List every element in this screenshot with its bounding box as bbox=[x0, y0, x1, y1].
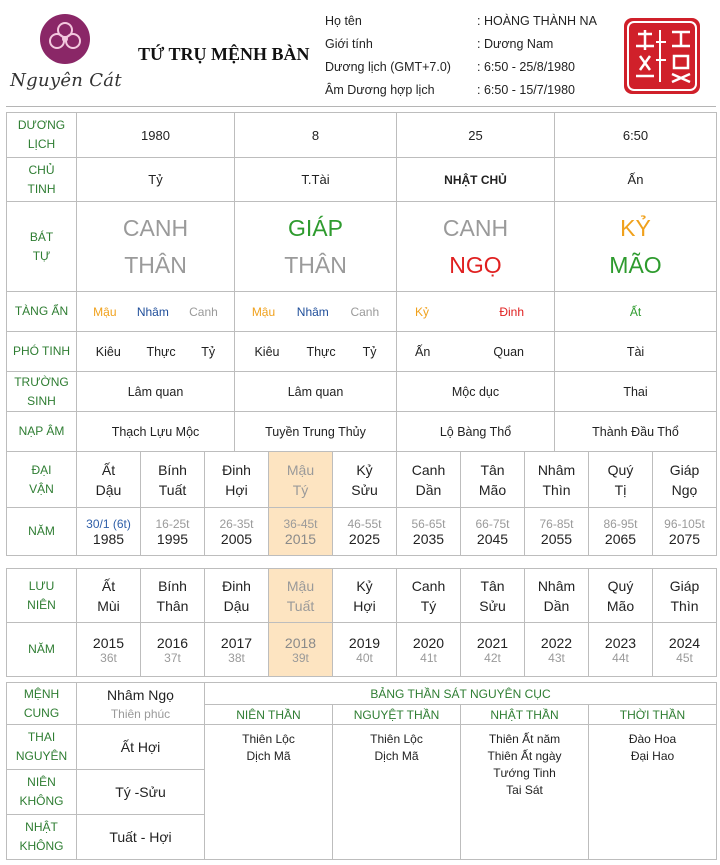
chi: Tuất bbox=[158, 481, 187, 498]
label-line: NIÊN bbox=[27, 775, 56, 789]
truong-sinh-year: Lâm quan bbox=[77, 372, 235, 412]
dai-van-cell bbox=[141, 452, 205, 508]
label-line: NHẬT bbox=[25, 820, 58, 834]
luu-nien-year-row bbox=[7, 623, 717, 677]
can-hour: KỶ bbox=[620, 214, 651, 241]
dai-van-cell bbox=[333, 452, 397, 508]
luu-nien-year bbox=[461, 623, 525, 677]
dai-van-cell bbox=[653, 452, 717, 508]
chi: Tý bbox=[420, 597, 437, 614]
than-sat-title: BẢNG THẦN SÁT NGUYÊN CỤC bbox=[205, 683, 717, 705]
luu-nien-cell bbox=[77, 569, 141, 623]
chi: Thìn bbox=[542, 481, 571, 498]
hidden-stem: Đinh bbox=[499, 304, 524, 319]
dai-van-year bbox=[141, 508, 205, 556]
chi-year: THÂN bbox=[124, 251, 187, 278]
than-sat-item: Đại Hao bbox=[630, 749, 675, 763]
year: 2024 bbox=[668, 634, 701, 651]
chi: Dần bbox=[415, 481, 442, 498]
can: Tân bbox=[480, 577, 505, 594]
can: Ất bbox=[101, 461, 116, 478]
than-sat-list bbox=[333, 725, 461, 860]
can: Đinh bbox=[222, 577, 251, 594]
menh-cung-sub: Thiên phúc bbox=[110, 706, 171, 721]
sub-star: Kiêu bbox=[254, 344, 280, 359]
age-range: 76-85t bbox=[539, 516, 574, 531]
can: Canh bbox=[411, 577, 446, 594]
label-dai-van bbox=[7, 452, 77, 508]
tang-an-year bbox=[77, 292, 235, 332]
info-value: : Dương Nam bbox=[477, 37, 554, 51]
label-nam: NĂM bbox=[7, 623, 77, 677]
age: 43t bbox=[548, 650, 565, 665]
can-day: CANH bbox=[442, 214, 509, 241]
chu-tinh-day: NHẬT CHỦ bbox=[397, 158, 555, 202]
chi: Mão bbox=[478, 481, 507, 498]
sub-star: Tài bbox=[555, 332, 717, 372]
luu-nien-cell bbox=[461, 569, 525, 623]
chu-tinh-hour: Ấn bbox=[555, 158, 717, 202]
than-sat-list bbox=[589, 725, 717, 860]
luu-nien-cell bbox=[333, 569, 397, 623]
dai-van-row bbox=[7, 452, 717, 508]
than-sat-header: NHẬT THẦN bbox=[461, 705, 589, 725]
luu-nien-year bbox=[397, 623, 461, 677]
start-year: 1985 bbox=[92, 530, 125, 547]
can: Bính bbox=[158, 577, 187, 594]
luu-nien-cell bbox=[653, 569, 717, 623]
can: Giáp bbox=[669, 577, 700, 594]
luu-nien-year bbox=[141, 623, 205, 677]
hidden-stem: Mậu bbox=[93, 304, 117, 319]
nap-am-month: Tuyền Trung Thủy bbox=[235, 412, 397, 452]
than-sat-list bbox=[461, 725, 589, 860]
info-value: : 6:50 - 25/8/1980 bbox=[477, 60, 575, 74]
age-range: 66-75t bbox=[475, 516, 510, 531]
hidden-stem: Kỷ bbox=[415, 304, 430, 319]
than-sat-header: NGUYỆT THẦN bbox=[333, 705, 461, 725]
dai-van-year bbox=[589, 508, 653, 556]
label-luu-nien bbox=[7, 569, 77, 623]
luu-nien-cell bbox=[205, 569, 269, 623]
start-year: 2065 bbox=[604, 530, 637, 547]
truong-sinh-hour: Thai bbox=[555, 372, 717, 412]
chi: Thân bbox=[156, 597, 189, 614]
label-line: KHÔNG bbox=[19, 839, 64, 853]
label-duong-lich bbox=[7, 113, 77, 158]
bat-tu-year bbox=[77, 202, 235, 292]
age-range: 26-35t bbox=[219, 516, 254, 531]
start-year: 2035 bbox=[412, 530, 445, 547]
start-year: 2015 bbox=[284, 530, 317, 547]
than-sat-item: Thiên Ất năm bbox=[488, 732, 561, 746]
year: 2023 bbox=[604, 634, 637, 651]
chi-day: NGỌ bbox=[449, 251, 502, 278]
can: Đinh bbox=[222, 461, 251, 478]
can: Ất bbox=[101, 577, 116, 594]
chi: Mùi bbox=[97, 597, 120, 614]
than-sat-list bbox=[205, 725, 333, 860]
chi: Sửu bbox=[479, 597, 506, 614]
luu-nien-year bbox=[525, 623, 589, 677]
can: Nhâm bbox=[537, 577, 576, 594]
hidden-stem: Canh bbox=[189, 304, 218, 319]
label-line: VẬN bbox=[29, 481, 54, 496]
row-duong-lich bbox=[7, 113, 717, 158]
than-sat-item: Thiên Lộc bbox=[370, 732, 423, 746]
dai-van-year bbox=[525, 508, 589, 556]
chi: Dậu bbox=[223, 597, 250, 614]
chi: Tuất bbox=[286, 597, 315, 614]
bat-tu-month bbox=[235, 202, 397, 292]
dai-van-cell bbox=[525, 452, 589, 508]
luu-nien-cell bbox=[589, 569, 653, 623]
logo-text: Nguyên Cát bbox=[10, 70, 122, 91]
hidden-stem: Mậu bbox=[251, 304, 276, 319]
dai-van-table bbox=[6, 451, 717, 556]
label-line: CUNG bbox=[23, 705, 60, 720]
label-line: THAI bbox=[27, 730, 56, 744]
nien-khong-value: Tý -Sửu bbox=[77, 770, 205, 815]
label-pho-tinh: PHÓ TINH bbox=[7, 332, 77, 372]
can: Giáp bbox=[669, 461, 700, 478]
info-label: Dương lịch (GMT+7.0) bbox=[325, 60, 451, 74]
label-nam: NĂM bbox=[7, 508, 77, 556]
dai-van-year bbox=[77, 508, 141, 556]
personal-info bbox=[325, 14, 597, 106]
dai-van-cell-current bbox=[269, 452, 333, 508]
luu-nien-cell bbox=[141, 569, 205, 623]
age: 39t bbox=[292, 650, 309, 665]
luu-nien-year bbox=[77, 623, 141, 677]
than-sat-item: Dịch Mã bbox=[246, 749, 291, 763]
sub-star: Tỷ bbox=[362, 344, 377, 359]
age: 42t bbox=[484, 650, 501, 665]
hidden-stem: Ất bbox=[555, 292, 717, 332]
label-line: MỆNH bbox=[23, 686, 60, 701]
chi: Mão bbox=[606, 597, 635, 614]
nap-am-year: Thạch Lựu Mộc bbox=[77, 412, 235, 452]
sub-star: Quan bbox=[493, 344, 524, 359]
row-nap-am bbox=[7, 412, 717, 452]
luu-nien-table bbox=[6, 568, 717, 677]
label-line: SINH bbox=[27, 393, 56, 408]
dai-van-cell bbox=[205, 452, 269, 508]
label-truong-sinh bbox=[7, 372, 77, 412]
can: Nhâm bbox=[537, 461, 576, 478]
info-row-gender bbox=[325, 37, 597, 60]
year: 2015 bbox=[92, 634, 125, 651]
label-menh-cung bbox=[7, 683, 77, 725]
sub-star: Thực bbox=[146, 344, 176, 359]
year: 2021 bbox=[476, 634, 509, 651]
dai-van-cell bbox=[589, 452, 653, 508]
red-seal-icon bbox=[622, 16, 702, 96]
can: Kỷ bbox=[356, 577, 373, 594]
can: Tân bbox=[480, 461, 505, 478]
than-sat-header: NIÊN THẦN bbox=[205, 705, 333, 725]
chi: Hợi bbox=[353, 597, 376, 614]
luu-nien-year-current bbox=[269, 623, 333, 677]
chi: Ngọ bbox=[671, 481, 698, 498]
four-pillars-table bbox=[6, 112, 717, 452]
nap-am-day: Lộ Bàng Thổ bbox=[397, 412, 555, 452]
truong-sinh-month: Lâm quan bbox=[235, 372, 397, 412]
label-line: NIÊN bbox=[27, 597, 56, 612]
row-tang-an bbox=[7, 292, 717, 332]
age-range: 86-95t bbox=[603, 516, 638, 531]
bottom-table bbox=[6, 682, 717, 860]
can: Bính bbox=[158, 461, 187, 478]
truong-sinh-day: Mộc dục bbox=[397, 372, 555, 412]
chi: Thìn bbox=[670, 597, 699, 614]
dai-van-year bbox=[397, 508, 461, 556]
can: Quý bbox=[607, 461, 634, 478]
luu-nien-cell-current bbox=[269, 569, 333, 623]
day-cell: 25 bbox=[397, 113, 555, 158]
can-year: CANH bbox=[122, 214, 189, 241]
year: 2019 bbox=[348, 634, 381, 651]
menh-cung-text: Nhâm Ngọ bbox=[107, 686, 174, 703]
hidden-stem: Canh bbox=[350, 304, 380, 319]
menh-cung-value bbox=[77, 683, 205, 725]
tang-an-day bbox=[397, 292, 555, 332]
info-value: : 6:50 - 15/7/1980 bbox=[477, 83, 575, 97]
nap-am-hour: Thành Đầu Thổ bbox=[555, 412, 717, 452]
row-chu-tinh bbox=[7, 158, 717, 202]
can: Mậu bbox=[286, 577, 315, 594]
info-label: Giới tính bbox=[325, 37, 373, 51]
hour-cell: 6:50 bbox=[555, 113, 717, 158]
age: 45t bbox=[676, 650, 693, 665]
than-sat-item: Thiên Lộc bbox=[242, 732, 295, 746]
label-nhat-khong bbox=[7, 815, 77, 860]
label-line: TINH bbox=[27, 181, 56, 196]
label-thai-nguyen bbox=[7, 725, 77, 770]
label-line: KHÔNG bbox=[19, 794, 64, 808]
age-range: 96-105t bbox=[664, 516, 705, 531]
label-chu-tinh bbox=[7, 158, 77, 202]
luu-nien-year bbox=[205, 623, 269, 677]
age-range: 46-55t bbox=[347, 516, 382, 531]
thai-nguyen-value: Ất Hợi bbox=[77, 725, 205, 770]
age-range: 36-45t bbox=[283, 516, 318, 531]
dai-van-year bbox=[461, 508, 525, 556]
luu-nien-year bbox=[333, 623, 397, 677]
chi: Dậu bbox=[95, 481, 122, 498]
label-line: DƯƠNG bbox=[17, 118, 66, 132]
age-range: 56-65t bbox=[411, 516, 446, 531]
luu-nien-year bbox=[589, 623, 653, 677]
dai-van-cell bbox=[397, 452, 461, 508]
info-row-name bbox=[325, 14, 597, 37]
year: 2017 bbox=[220, 634, 253, 651]
info-label: Âm Dương hợp lịch bbox=[325, 83, 435, 97]
row-truong-sinh bbox=[7, 372, 717, 412]
can: Mậu bbox=[286, 461, 315, 478]
dai-van-year bbox=[333, 508, 397, 556]
age: 36t bbox=[100, 650, 117, 665]
sub-star: Tỷ bbox=[201, 344, 216, 359]
than-sat-item: Dịch Mã bbox=[374, 749, 419, 763]
age: 41t bbox=[420, 650, 437, 665]
label-line: TỰ bbox=[32, 248, 51, 263]
pho-tinh-day bbox=[397, 332, 555, 372]
chi: Sửu bbox=[351, 481, 378, 498]
year: 2016 bbox=[156, 634, 189, 651]
label-line: LƯU bbox=[28, 578, 55, 593]
luu-nien-year bbox=[653, 623, 717, 677]
start-year: 2005 bbox=[220, 530, 253, 547]
pho-tinh-year bbox=[77, 332, 235, 372]
bat-tu-day bbox=[397, 202, 555, 292]
hidden-stem: Nhâm bbox=[296, 304, 329, 319]
dai-van-year-current bbox=[269, 508, 333, 556]
can: Canh bbox=[411, 461, 446, 478]
dai-van-cell bbox=[77, 452, 141, 508]
start-year: 2025 bbox=[348, 530, 381, 547]
can-month: GIÁP bbox=[288, 214, 343, 241]
info-row-solar-date bbox=[325, 60, 597, 83]
chi: Dần bbox=[543, 597, 570, 614]
hidden-stem: Nhâm bbox=[136, 304, 169, 319]
start-year: 2045 bbox=[476, 530, 509, 547]
dai-van-year-row bbox=[7, 508, 717, 556]
start-year: 1995 bbox=[156, 530, 189, 547]
dai-van-year bbox=[205, 508, 269, 556]
row-bat-tu bbox=[7, 202, 717, 292]
sub-star: Thực bbox=[306, 344, 336, 359]
tang-an-month bbox=[235, 292, 397, 332]
chi-hour: MÃO bbox=[609, 251, 662, 278]
age: 44t bbox=[612, 650, 629, 665]
chu-tinh-year: Tỷ bbox=[77, 158, 235, 202]
page-title: TỨ TRỤ MỆNH BÀN bbox=[138, 44, 310, 64]
chi: Tị bbox=[614, 481, 627, 498]
can: Quý bbox=[607, 577, 634, 594]
row-pho-tinh bbox=[7, 332, 717, 372]
chu-tinh-month: T.Tài bbox=[235, 158, 397, 202]
info-value: : HOÀNG THÀNH NA bbox=[477, 14, 597, 28]
than-sat-header: THỜI THẦN bbox=[589, 705, 717, 725]
label-line: BÁT bbox=[29, 229, 54, 244]
label-line: CHỦ bbox=[28, 162, 55, 177]
start-year: 2075 bbox=[668, 530, 701, 547]
age: 38t bbox=[228, 650, 245, 665]
nguyen-cat-logo bbox=[10, 10, 120, 96]
chi-month: THÂN bbox=[284, 251, 347, 278]
luu-nien-cell bbox=[525, 569, 589, 623]
sub-star: Ấn bbox=[415, 344, 431, 359]
nhat-khong-value: Tuất - Hợi bbox=[77, 815, 205, 860]
age: 40t bbox=[356, 650, 373, 665]
chi: Tý bbox=[292, 481, 309, 498]
month-cell: 8 bbox=[235, 113, 397, 158]
dai-van-cell bbox=[461, 452, 525, 508]
lotus-icon bbox=[40, 14, 90, 64]
year: 2020 bbox=[412, 634, 445, 651]
than-sat-item: Đào Hoa bbox=[628, 732, 677, 746]
chi: Hợi bbox=[225, 481, 248, 498]
info-label: Họ tên bbox=[325, 14, 362, 28]
age-range: 16-25t bbox=[155, 516, 190, 531]
year: 2022 bbox=[540, 634, 573, 651]
start-year: 2055 bbox=[540, 530, 573, 547]
than-sat-item: Tướng Tinh bbox=[493, 766, 556, 780]
label-nien-khong bbox=[7, 770, 77, 815]
luu-nien-row bbox=[7, 569, 717, 623]
can: Kỷ bbox=[356, 461, 373, 478]
year-cell: 1980 bbox=[77, 113, 235, 158]
than-sat-item: Tai Sát bbox=[506, 783, 543, 797]
luu-nien-cell bbox=[397, 569, 461, 623]
label-line: NGUYÊN bbox=[15, 749, 68, 763]
label-line: ĐẠI bbox=[31, 462, 52, 477]
bat-tu-hour bbox=[555, 202, 717, 292]
dai-van-year bbox=[653, 508, 717, 556]
age: 37t bbox=[164, 650, 181, 665]
label-nap-am: NẠP ÂM bbox=[7, 412, 77, 452]
label-bat-tu bbox=[7, 202, 77, 292]
pho-tinh-month bbox=[235, 332, 397, 372]
year: 2018 bbox=[284, 634, 317, 651]
sub-star: Kiêu bbox=[95, 344, 121, 359]
info-row-lunar-date bbox=[325, 83, 597, 106]
than-sat-item: Thiên Ất ngày bbox=[487, 749, 562, 763]
header bbox=[0, 0, 720, 106]
label-line: LỊCH bbox=[27, 137, 56, 151]
divider bbox=[6, 106, 716, 107]
age-range: 30/1 (6t) bbox=[86, 516, 131, 531]
label-tang-an: TÀNG ẨN bbox=[7, 292, 77, 332]
label-line: TRƯỜNG bbox=[14, 374, 69, 389]
